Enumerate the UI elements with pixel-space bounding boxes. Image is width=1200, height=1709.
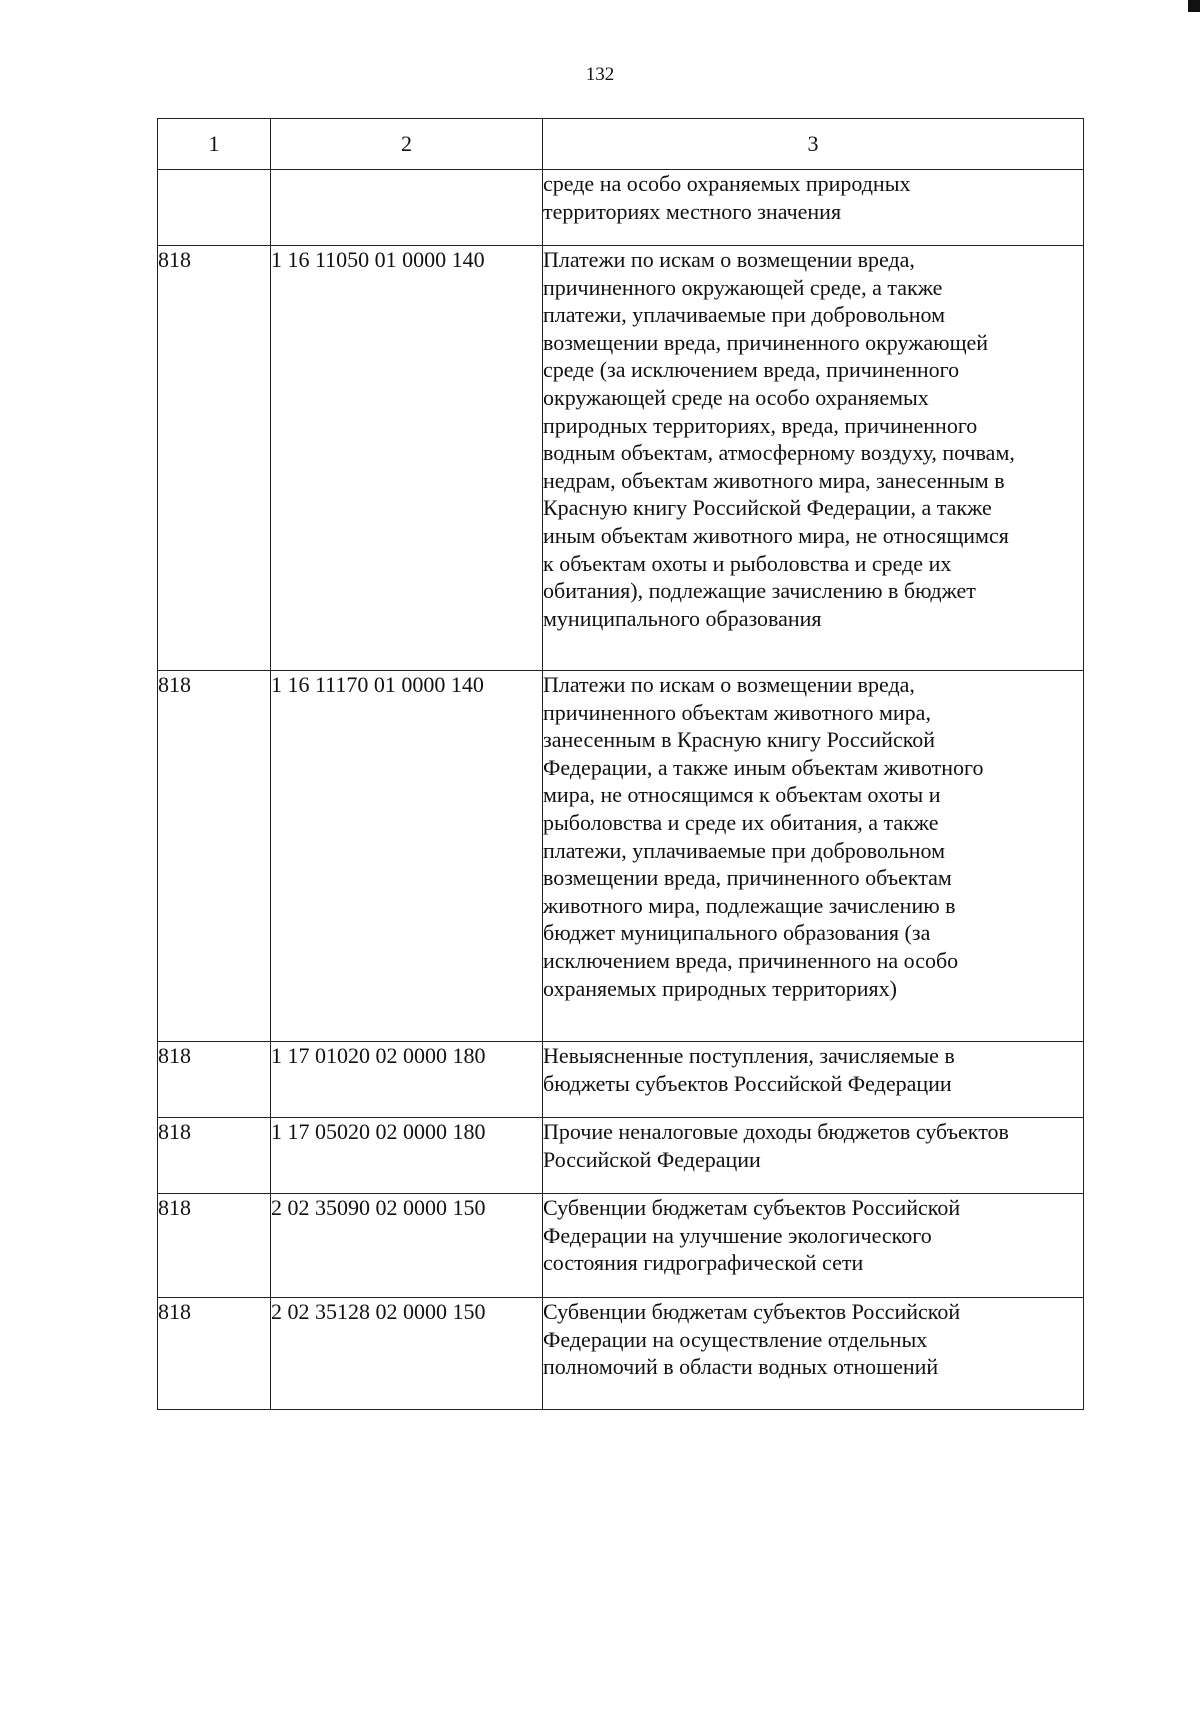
table-row (158, 1118, 1084, 1194)
description-line: окружающей среде на особо охраняемых (543, 384, 929, 410)
description-cell (543, 1298, 1084, 1410)
description-line: занесенным в Красную книгу Российской (543, 727, 936, 753)
table-row (158, 170, 1084, 246)
description-line: территориях местного значения (543, 198, 842, 224)
table-row (158, 1298, 1084, 1410)
description-line: платежи, уплачиваемые при добровольном (543, 837, 946, 863)
description-line: рыболовства и среде их обитания, а также (543, 809, 939, 835)
description-line: среде (за исключением вреда, причиненного (543, 357, 960, 383)
description-line: водным объектам, атмосферному воздуху, почвам, (543, 440, 1015, 466)
table-row (158, 671, 1084, 1042)
description-line: Прочие неналоговые доходы бюджетов субъектов (543, 1119, 1009, 1144)
budget-code-cell: 1 17 05020 02 0000 180 (271, 1118, 543, 1194)
description-line: природных территориях, вреда, причиненного (543, 412, 978, 438)
description-line: обитания), подлежащие зачислению в бюджет (543, 578, 976, 604)
description-line: состояния гидрографической сети (543, 1250, 864, 1276)
description-line: Субвенции бюджетам субъектов Российской (543, 1195, 961, 1220)
table-row (158, 1194, 1084, 1298)
description-line: возмещении вреда, причиненного объектам (543, 865, 952, 891)
description-cell (543, 1194, 1084, 1298)
admin-code-cell: 818 (158, 1298, 271, 1410)
description-line: причиненного объектам животного мира, (543, 699, 931, 725)
budget-code-cell: 1 16 11050 01 0000 140 (271, 246, 543, 671)
description-cell (543, 1042, 1084, 1118)
column-header-1: 1 (158, 119, 271, 170)
description-line: Федерации, а также иным объектам животного (543, 754, 984, 780)
admin-code-cell: 818 (158, 1194, 271, 1298)
description-line: иным объектам животного мира, не относящимся (543, 522, 1009, 548)
description-line: платежи, уплачиваемые при добровольном (543, 302, 946, 328)
page-number: 132 (585, 64, 615, 85)
admin-code-cell: 818 (158, 1118, 271, 1194)
table-row (158, 1042, 1084, 1118)
admin-code-cell: 818 (158, 246, 271, 671)
description-cell (543, 246, 1084, 671)
description-line: Платежи по искам о возмещении вреда, (543, 672, 915, 697)
description-line: бюджет муниципального образования (за (543, 920, 931, 946)
scan-edge-mark (1188, 0, 1200, 12)
revenue-codes-table (157, 118, 1084, 1410)
description-line: возмещении вреда, причиненного окружающей (543, 329, 989, 355)
admin-code-cell (158, 170, 271, 246)
description-line: причиненного окружающей среде, а также (543, 274, 943, 300)
table-row (158, 246, 1084, 671)
description-line: Федерации на улучшение экологического (543, 1222, 932, 1248)
budget-code-cell: 1 17 01020 02 0000 180 (271, 1042, 543, 1118)
description-line: Красную книгу Российской Федерации, а также (543, 495, 992, 521)
budget-code-cell: 2 02 35128 02 0000 150 (271, 1298, 543, 1410)
description-line: Платежи по искам о возмещении вреда, (543, 247, 915, 272)
description-line: полномочий в области водных отношений (543, 1354, 939, 1380)
admin-code-cell: 818 (158, 1042, 271, 1118)
description-line: к объектам охоты и рыболовства и среде их (543, 550, 952, 576)
column-header-3: 3 (543, 119, 1084, 170)
budget-code-cell (271, 170, 543, 246)
description-line: животного мира, подлежащие зачислению в (543, 892, 956, 918)
description-line: муниципального образования (543, 605, 822, 631)
description-line: мира, не относящимся к объектам охоты и (543, 782, 941, 808)
table-header-row (158, 119, 1084, 170)
column-header-2: 2 (271, 119, 543, 170)
budget-code-cell: 2 02 35090 02 0000 150 (271, 1194, 543, 1298)
description-cell (543, 1118, 1084, 1194)
description-line: среде на особо охраняемых природных (543, 171, 911, 196)
description-line: исключением вреда, причиненного на особо (543, 947, 959, 973)
description-line: Невыясненные поступления, зачисляемые в (543, 1043, 955, 1068)
table-body (158, 170, 1084, 1410)
description-line: Российской Федерации (543, 1146, 761, 1172)
description-line: бюджеты субъектов Российской Федерации (543, 1070, 952, 1096)
admin-code-cell: 818 (158, 671, 271, 1042)
description-line: охраняемых природных территориях) (543, 975, 897, 1001)
budget-code-cell: 1 16 11170 01 0000 140 (271, 671, 543, 1042)
description-cell (543, 671, 1084, 1042)
description-line: Федерации на осуществление отдельных (543, 1326, 928, 1352)
description-line: Субвенции бюджетам субъектов Российской (543, 1299, 961, 1324)
description-cell (543, 170, 1084, 246)
description-line: недрам, объектам животного мира, занесенным в (543, 467, 1005, 493)
